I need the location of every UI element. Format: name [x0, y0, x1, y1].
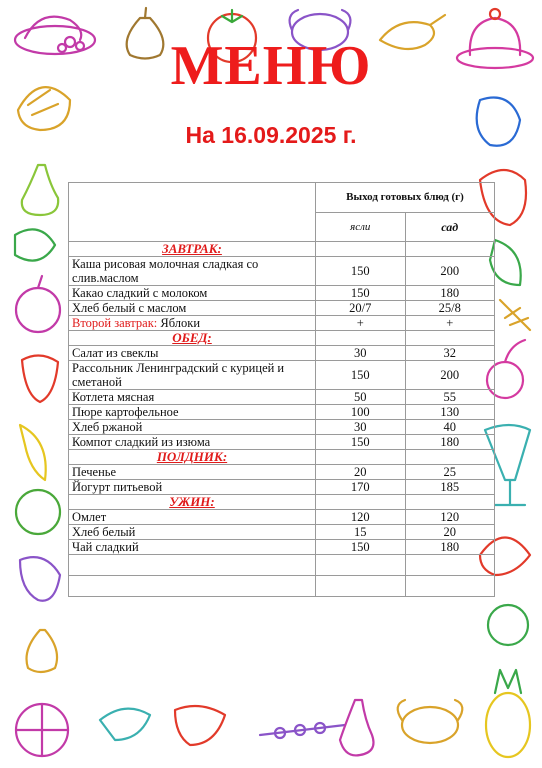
blank-cell: [69, 555, 316, 576]
blank-cell: [316, 495, 406, 510]
page-title: МЕНЮ: [170, 35, 372, 97]
blank-cell: [405, 331, 495, 346]
menu-item-row: [69, 435, 495, 450]
output-header: Выход готовых блюд (г): [316, 183, 495, 213]
dish-label: Хлеб ржаной: [72, 420, 143, 434]
blank-cell: [316, 576, 406, 597]
nursery-portion: 150: [316, 286, 406, 301]
blank-cell: [316, 555, 406, 576]
skewer-icon: [260, 723, 345, 738]
menu-item-row: [69, 286, 495, 301]
pear-icon: [22, 165, 58, 215]
strawberry-icon: [22, 355, 58, 402]
dish-prefix: Второй завтрак:: [72, 316, 158, 330]
dish-name: [69, 361, 316, 390]
blank-cell: [405, 576, 495, 597]
dish-label: Котлета мясная: [72, 390, 155, 404]
dish-name: [69, 540, 316, 555]
dish-name: [69, 510, 316, 525]
dish-label: Яблоки: [160, 316, 201, 330]
header-row: [69, 183, 495, 213]
kindergarten-portion: 200: [405, 361, 495, 390]
menu-item-row: [69, 510, 495, 525]
empty-row: [69, 576, 495, 597]
kindergarten-portion: 200: [405, 257, 495, 286]
dish-label: Рассольник Ленинградский с курицей и сметаной: [72, 361, 285, 389]
tomato-right-icon: [488, 605, 528, 645]
dish-label: Омлет: [72, 510, 107, 524]
menu-item-row: [69, 525, 495, 540]
tomato-left-icon: [16, 490, 60, 534]
kindergarten-portion: 40: [405, 420, 495, 435]
dish-label: Хлеб белый с маслом: [72, 301, 187, 315]
blank-cell: [316, 242, 406, 257]
menu-item-row: [69, 465, 495, 480]
section-row: [69, 331, 495, 346]
section-row: [69, 242, 495, 257]
dish-label: Йогурт питьевой: [72, 480, 163, 494]
menu-item-row: [69, 346, 495, 361]
nursery-portion: 20/7: [316, 301, 406, 316]
dish-label: Печенье: [72, 465, 117, 479]
nursery-portion: +: [316, 316, 406, 331]
menu-item-row: [69, 405, 495, 420]
kindergarten-portion: +: [405, 316, 495, 331]
blank-cell: [69, 576, 316, 597]
blank-cell: [405, 450, 495, 465]
dish-label: Чай сладкий: [72, 540, 139, 554]
section-title: ОБЕД:: [69, 331, 316, 346]
kindergarten-portion: 25/8: [405, 301, 495, 316]
nursery-portion: 30: [316, 346, 406, 361]
kindergarten-portion: 25: [405, 465, 495, 480]
dish-label: Хлеб белый: [72, 525, 136, 539]
section-title: УЖИН:: [69, 495, 316, 510]
dish-label: Каша рисовая молочная сладкая со слив.маслом: [72, 257, 259, 285]
nursery-portion: 100: [316, 405, 406, 420]
lemon-icon: [16, 704, 68, 756]
menu-item-row: [69, 301, 495, 316]
nursery-portion: 150: [316, 361, 406, 390]
section-title: ЗАВТРАК:: [69, 242, 316, 257]
pineapple-icon: [486, 670, 530, 757]
nursery-portion: 150: [316, 540, 406, 555]
kindergarten-portion: 130: [405, 405, 495, 420]
pear-bottom-icon: [340, 700, 374, 755]
section-row: [69, 450, 495, 465]
menu-item-row: [69, 480, 495, 495]
section-title: ПОЛДНИК:: [69, 450, 316, 465]
kindergarten-portion: 120: [405, 510, 495, 525]
garlic-left-icon: [27, 630, 58, 672]
kindergarten-portion: 20: [405, 525, 495, 540]
blank-cell: [405, 242, 495, 257]
dish-label: Салат из свеклы: [72, 346, 159, 360]
kindergarten-portion: 180: [405, 435, 495, 450]
herb-icon: [500, 300, 530, 330]
crab-bottom-icon: [398, 700, 463, 743]
col-a-header: ясли: [316, 212, 406, 242]
menu-item-row: [69, 361, 495, 390]
blank-cell: [316, 331, 406, 346]
kindergarten-portion: 55: [405, 390, 495, 405]
kindergarten-portion: 185: [405, 480, 495, 495]
leaf-icon: [15, 229, 55, 260]
dish-name: [69, 286, 316, 301]
kindergarten-portion: 180: [405, 540, 495, 555]
col-b-header: сад: [405, 212, 495, 242]
nursery-portion: 170: [316, 480, 406, 495]
dish-name: [69, 301, 316, 316]
nursery-portion: 120: [316, 510, 406, 525]
dish-label: Пюре картофельное: [72, 405, 179, 419]
dish-name: [69, 346, 316, 361]
pepper-icon: [20, 557, 60, 601]
nursery-portion: 20: [316, 465, 406, 480]
blank-cell: [316, 450, 406, 465]
menu-item-row: [69, 316, 495, 331]
dish-name: [69, 525, 316, 540]
menu-table: [68, 182, 495, 597]
dish-name: [69, 405, 316, 420]
section-row: [69, 495, 495, 510]
dish-name: [69, 480, 316, 495]
apple-icon: [16, 276, 60, 332]
nursery-portion: 150: [316, 435, 406, 450]
dish-name: [69, 435, 316, 450]
menu-item-row: [69, 420, 495, 435]
blank-cell: [405, 495, 495, 510]
menu-item-row: [69, 540, 495, 555]
nursery-portion: 30: [316, 420, 406, 435]
nursery-portion: 150: [316, 257, 406, 286]
nursery-portion: 50: [316, 390, 406, 405]
empty-row: [69, 555, 495, 576]
header-blank-cell: [69, 183, 316, 242]
dish-name: [69, 257, 316, 286]
banana-icon: [20, 425, 46, 480]
menu-item-row: [69, 390, 495, 405]
kindergarten-portion: 32: [405, 346, 495, 361]
dish-name: [69, 465, 316, 480]
menu-item-row: [69, 257, 495, 286]
dish-name: [69, 420, 316, 435]
kindergarten-portion: 180: [405, 286, 495, 301]
squid-icon: [175, 706, 225, 745]
shrimp-bottom-icon: [100, 709, 150, 740]
nursery-portion: 15: [316, 525, 406, 540]
dish-label: Компот сладкий из изюма: [72, 435, 211, 449]
dish-label: Какао сладкий с молоком: [72, 286, 208, 300]
blank-cell: [405, 555, 495, 576]
menu-date: На 16.09.2025 г.: [185, 122, 357, 148]
dish-name: [69, 390, 316, 405]
dish-name: [69, 316, 316, 331]
